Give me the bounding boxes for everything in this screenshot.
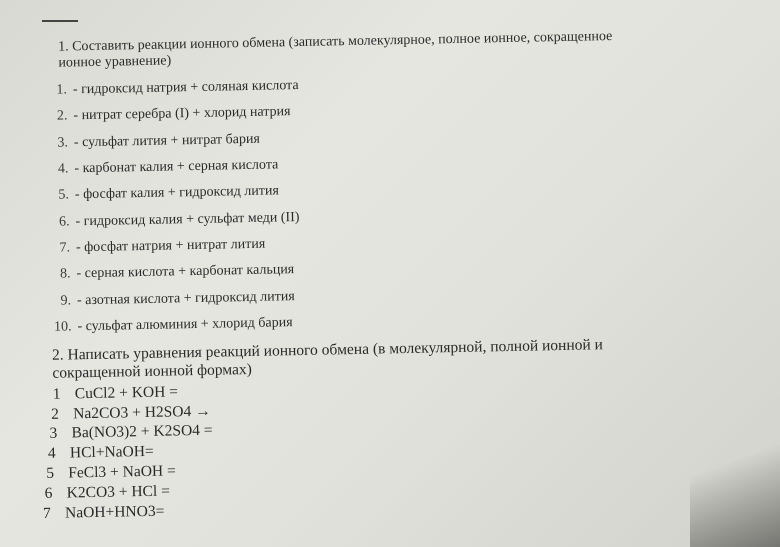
equation-text: CuCl2 + KOH = [74,383,179,403]
task1-item-text: - нитрат серебра (I) + хлорид натрия [73,104,291,124]
task1-item-num: 4. [57,161,69,177]
equation-num: 5 [46,464,55,482]
task1-item-num: 8. [59,266,71,282]
equation-text: NaOH+HNO3= [64,502,165,522]
top-rule [42,20,78,22]
task1-item-text: - фосфат натрия + нитрат лития [75,236,266,256]
equation-num: 1 [52,385,61,403]
task1-heading-line1: 1. Составить реакции ионного обмена (записать молекулярное, полное ионное, сокращенное [57,28,613,55]
task1-heading-line2: ионное уравнение) [58,53,172,71]
task1-item-num: 6. [58,214,70,230]
equation-text: K2CO3 + HCl = [66,482,171,502]
task1-item-text: - сульфат алюминия + хлорид бария [77,314,293,335]
equation-text: Na2CO3 + H2SO4 → [73,402,211,423]
task1-item-text: - сульфат лития + нитрат бария [73,131,261,151]
task1-item-text: - азотная кислота + гидроксид лития [76,288,295,308]
task2-list [42,371,748,523]
task1-list [39,65,744,341]
task2-heading-line1: 2. Написать уравнения реакций ионного обмена (в молекулярной, полной ионной и [51,336,604,364]
task1-item-num: 3. [57,135,69,151]
task1-item-text: - гидроксид натрия + соляная кислота [72,78,299,98]
task1-item-num: 2. [56,108,68,125]
task1-item-text: - гидроксид калия + сульфат меди (II) [75,209,300,229]
equation-text: HCl+NaOH= [69,443,154,462]
equation-num: 7 [42,504,51,522]
task1-item-num: 7. [59,240,71,256]
worksheet-content [38,27,747,524]
equation-num: 2 [51,405,60,423]
task1-item-num: 9. [60,292,72,309]
task1-item-num: 1. [56,82,68,98]
equation-text: Ba(NO3)2 + K2SO4 = [71,422,213,442]
task1-item-num: 5. [58,187,70,203]
equation-num: 3 [49,425,58,443]
equation-num: 6 [44,484,53,502]
corner-shadow [690,407,780,547]
task1-item-text: - фосфат калия + гидроксид лития [74,183,280,203]
task1-item-text: - карбонат калия + серная кислота [74,157,279,177]
task2-heading-line2: сокращенной ионной формах) [52,360,253,382]
equation-text: FeCl3 + NaOH = [68,462,176,482]
task1-item-num: 10. [53,319,72,335]
equation-num: 4 [47,444,56,463]
task1-item-text: - серная кислота + карбонат кальция [76,262,295,282]
